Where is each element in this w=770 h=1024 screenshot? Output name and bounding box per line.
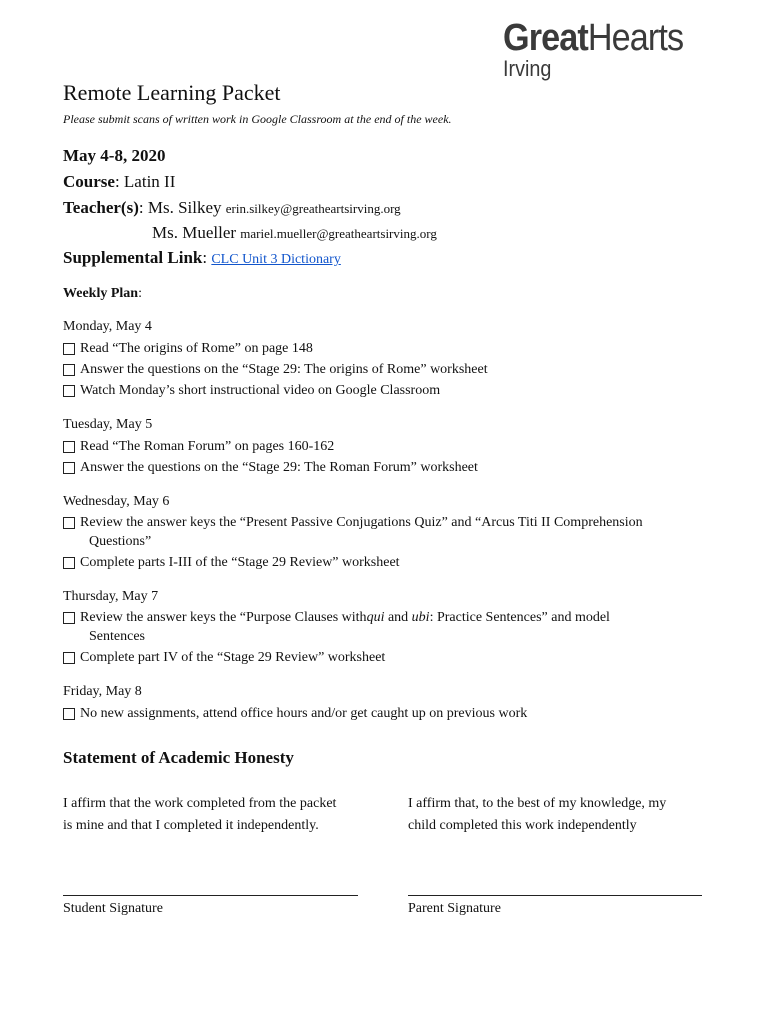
- teacher-line-1: Teacher(s): Ms. Silkey erin.silkey@greatheartsirving.org: [63, 198, 401, 217]
- checkbox[interactable]: [63, 385, 75, 397]
- checkbox[interactable]: [63, 343, 75, 355]
- student-signature-label: Student Signature: [63, 901, 163, 916]
- teacher-line-2: Ms. Mueller mariel.mueller@greatheartsirving.org: [152, 223, 437, 242]
- task-item[interactable]: Read “The Roman Forum” on pages 160-162: [63, 439, 334, 455]
- supplemental-link-line: Supplemental Link: CLC Unit 3 Dictionary: [63, 248, 341, 267]
- student-signature-line[interactable]: [63, 895, 358, 896]
- task-item[interactable]: Read “The origins of Rome” on page 148: [63, 341, 313, 357]
- student-affirmation: I affirm that the work completed from the packet is mine and that I completed it independently.: [63, 796, 337, 833]
- task-item[interactable]: Answer the questions on the “Stage 29: The Roman Forum” worksheet: [63, 460, 478, 476]
- weekly-plan-label: Weekly Plan:: [63, 286, 142, 301]
- teacher2-email: mariel.mueller@greatheartsirving.org: [240, 226, 437, 241]
- day-monday: Monday, May 4: [63, 319, 152, 334]
- great-hearts-logo: [503, 18, 703, 80]
- page-subtitle: Please submit scans of written work in Google Classroom at the end of the week.: [63, 112, 452, 126]
- task-item[interactable]: No new assignments, attend office hours and/or get caught up on previous work: [63, 706, 527, 722]
- checkbox[interactable]: [63, 441, 75, 453]
- checkbox[interactable]: [63, 652, 75, 664]
- parent-signature-label: Parent Signature: [408, 901, 501, 916]
- checkbox[interactable]: [63, 462, 75, 474]
- checkbox[interactable]: [63, 708, 75, 720]
- task-continuation: Questions”: [89, 534, 152, 549]
- checkbox[interactable]: [63, 612, 75, 624]
- page-title: Remote Learning Packet: [63, 80, 281, 105]
- task-item[interactable]: Watch Monday’s short instructional video on Google Classroom: [63, 383, 440, 399]
- teacher1-email: erin.silkey@greatheartsirving.org: [225, 201, 401, 216]
- day-thursday: Thursday, May 7: [63, 589, 159, 604]
- checkbox[interactable]: [63, 557, 75, 569]
- day-wednesday: Wednesday, May 6: [63, 494, 170, 509]
- task-item[interactable]: Answer the questions on the “Stage 29: The origins of Rome” worksheet: [63, 362, 488, 378]
- task-item[interactable]: Complete part IV of the “Stage 29 Review” worksheet: [63, 650, 385, 666]
- logo-subtitle: Irving: [503, 56, 552, 81]
- checkbox[interactable]: [63, 364, 75, 376]
- parent-signature-line[interactable]: [408, 895, 702, 896]
- honesty-heading: Statement of Academic Honesty: [63, 748, 294, 767]
- dictionary-link[interactable]: CLC Unit 3 Dictionary: [211, 252, 341, 267]
- course-line: Course: Latin II: [63, 172, 176, 191]
- day-friday: Friday, May 8: [63, 684, 142, 699]
- task-continuation: Sentences: [89, 629, 145, 644]
- checkbox[interactable]: [63, 517, 75, 529]
- day-tuesday: Tuesday, May 5: [63, 417, 153, 432]
- logo-wordmark: GreatHearts: [503, 17, 684, 59]
- parent-affirmation: I affirm that, to the best of my knowledge, my child completed this work independently: [408, 796, 667, 833]
- task-item[interactable]: Complete parts I-III of the “Stage 29 Review” worksheet: [63, 555, 400, 571]
- task-item[interactable]: Review the answer keys the “Present Passive Conjugations Quiz” and “Arcus Titi II Comprehension: [63, 515, 643, 531]
- task-item[interactable]: Review the answer keys the “Purpose Clauses with qui and ubi : Practice Sentences” and model: [63, 610, 610, 626]
- dates-heading: May 4-8, 2020: [63, 146, 166, 165]
